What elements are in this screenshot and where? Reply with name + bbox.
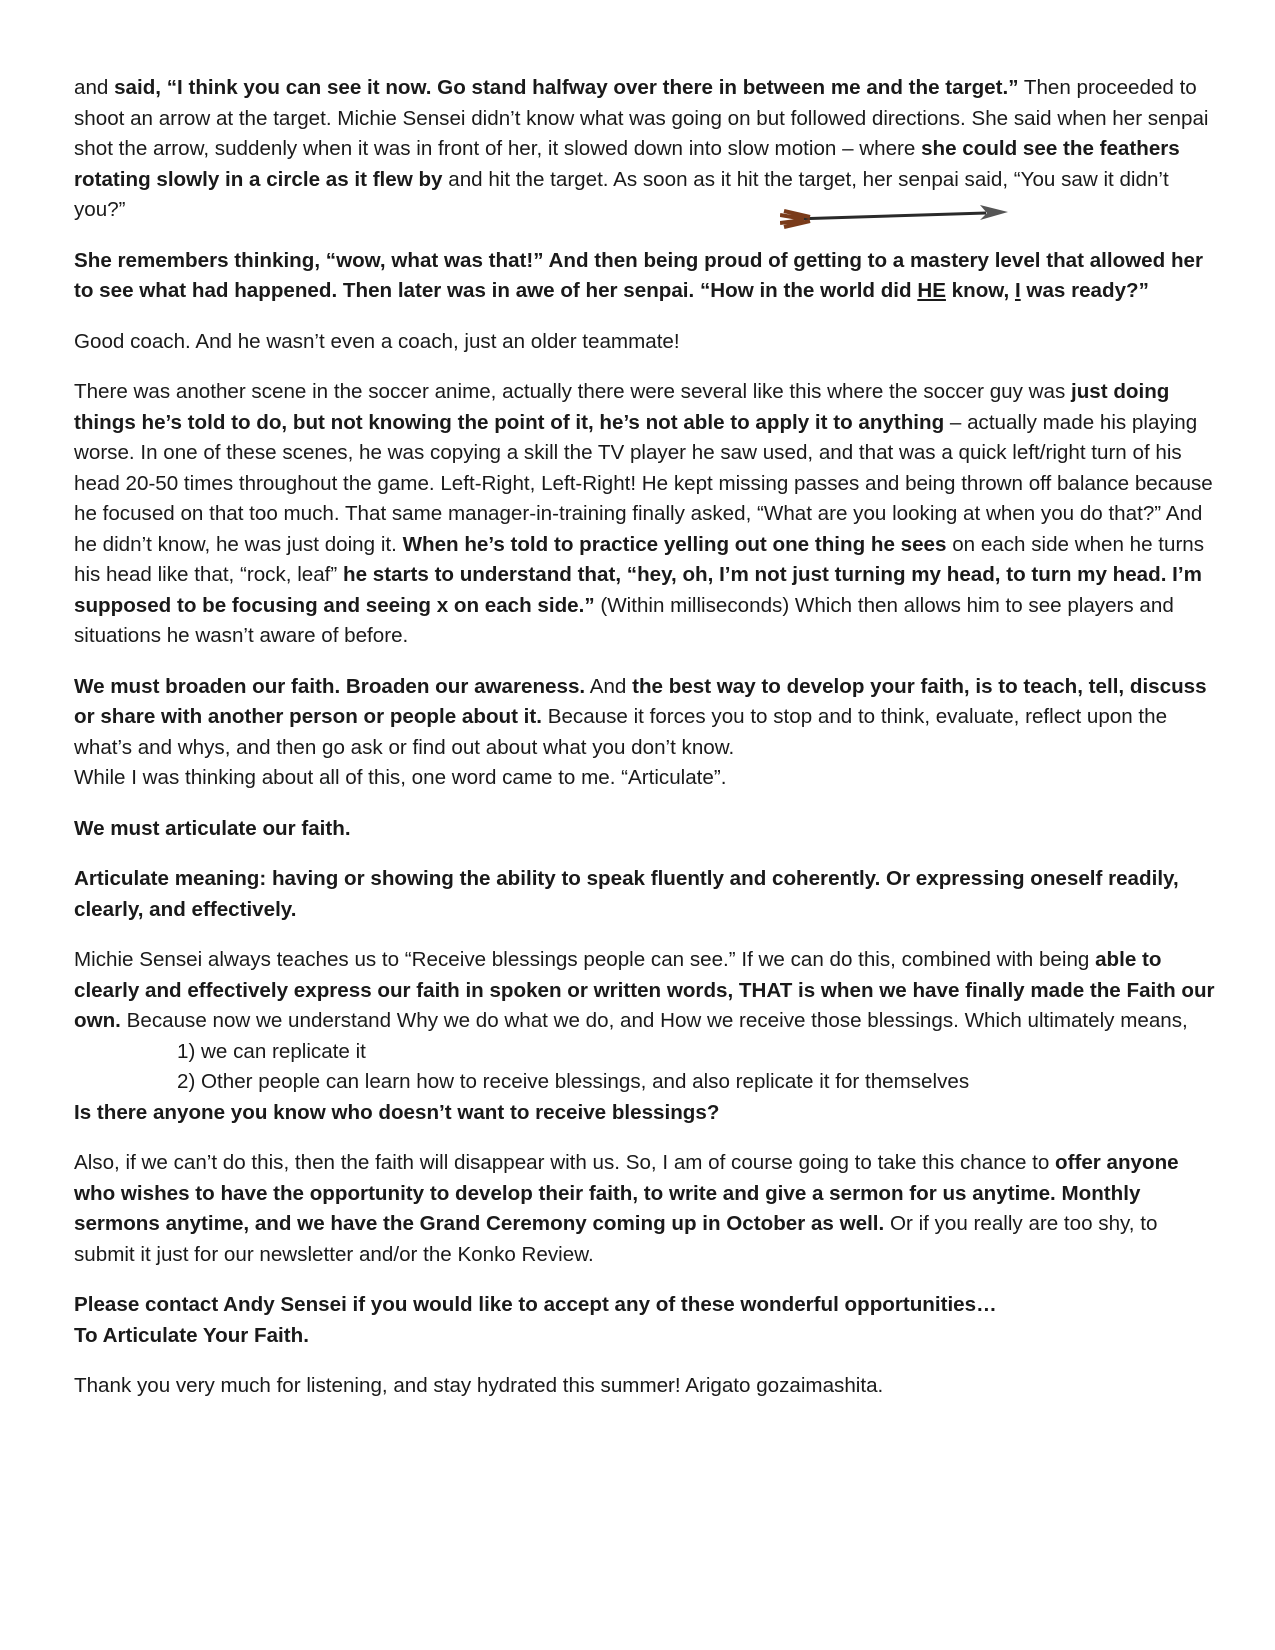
- paragraph-good-coach: Good coach. And he wasn’t even a coach, just an older teammate!: [74, 329, 680, 353]
- paragraph-articulate-faith: We must articulate our faith.: [74, 816, 351, 840]
- paragraph-mastery: She remembers thinking, “wow, what was that!” And then being proud of getting to a mastery level that allowed her to see what had happened. Then later was in awe of her senpai. “How in the world did HE know, I was ready?”: [74, 248, 1203, 302]
- paragraph-broaden-faith: We must broaden our faith. Broaden our awareness. And the best way to develop your faith, is to teach, tell, discuss or share with another person or people about it. Because it forces you to stop and to think, evaluate, reflect upon the what’s and whys, and then go ask or find out about what you don’t know. While I was thinking about all of this, one word came to me. “Articulate”.: [74, 674, 1207, 789]
- paragraph-soccer-anime: There was another scene in the soccer anime, actually there were several like this where the soccer guy was just doing things he’s told to do, but not knowing the point of it, he’s not able to apply it to anything – actually made his playing worse. In one of these scenes, he was copying a skill the TV player he saw used, and that was a quick left/right turn of his head 20-50 times throughout the game. Left-Right, Left-Right! He kept missing passes and being thrown off balance because he focused on that too much. That same manager-in-training finally asked, “What are you looking at when you do that?” And he didn’t know, he was just doing it. When he’s told to practice yelling out one thing he sees on each side when he turns his head like that, “rock, leaf” he starts to understand that, “hey, oh, I’m not just turning my head, to turn my head. I’m supposed to be focusing and seeing x on each side.” (Within milliseconds) Which then allows him to see players and situations he wasn’t aware of before.: [74, 380, 1213, 647]
- paragraph-receive-blessings: Michie Sensei always teaches us to “Receive blessings people can see.” If we can do this, combined with being able to clearly and effectively express our faith in spoken or written words, THAT is when we have finally made the Faith our own. Because now we understand Why we do what we do, and How we receive those blessings. Which ultimately means,: [74, 948, 1215, 1032]
- paragraph-sermon-offer: Also, if we can’t do this, then the faith will disappear with us. So, I am of course going to take this chance to offer anyone who wishes to have the opportunity to develop their faith, to write and give a sermon for us anytime. Monthly sermons anytime, and we have the Grand Ceremony coming up in October as well. Or if you really are too shy, to submit it just for our newsletter and/or the Konko Review.: [74, 1151, 1179, 1266]
- paragraph-target-story: and said, “I think you can see it now. Go stand halfway over there in between me and the target.” Then proceeded to shoot an arrow at the target. Michie Sensei didn’t know what was going on but followed directions. She said when her senpai shot the arrow, suddenly when it was in front of her, it slowed down into slow motion – where she could see the feathers rotating slowly in a circle as it flew by and hit the target. As soon as it hit the target, her senpai said, “You saw it didn’t you?”: [74, 76, 1209, 221]
- paragraph-contact: Please contact Andy Sensei if you would like to accept any of these wonderful opportunities… To Articulate Your Faith.: [74, 1293, 997, 1347]
- paragraph-articulate-meaning: Articulate meaning: having or showing the ability to speak fluently and coherently. Or expressing oneself readily, clearly, and effectively.: [74, 867, 1179, 921]
- arrow-illustration: [780, 205, 1010, 231]
- paragraph-question: Is there anyone you know who doesn’t want to receive blessings?: [74, 1100, 720, 1124]
- paragraph-thank-you: Thank you very much for listening, and stay hydrated this summer! Arigato gozaimashita.: [74, 1374, 884, 1397]
- list-item: 2) Other people can learn how to receive blessings, and also replicate it for themselves: [177, 1070, 970, 1093]
- list-item: 1) we can replicate it: [177, 1039, 366, 1063]
